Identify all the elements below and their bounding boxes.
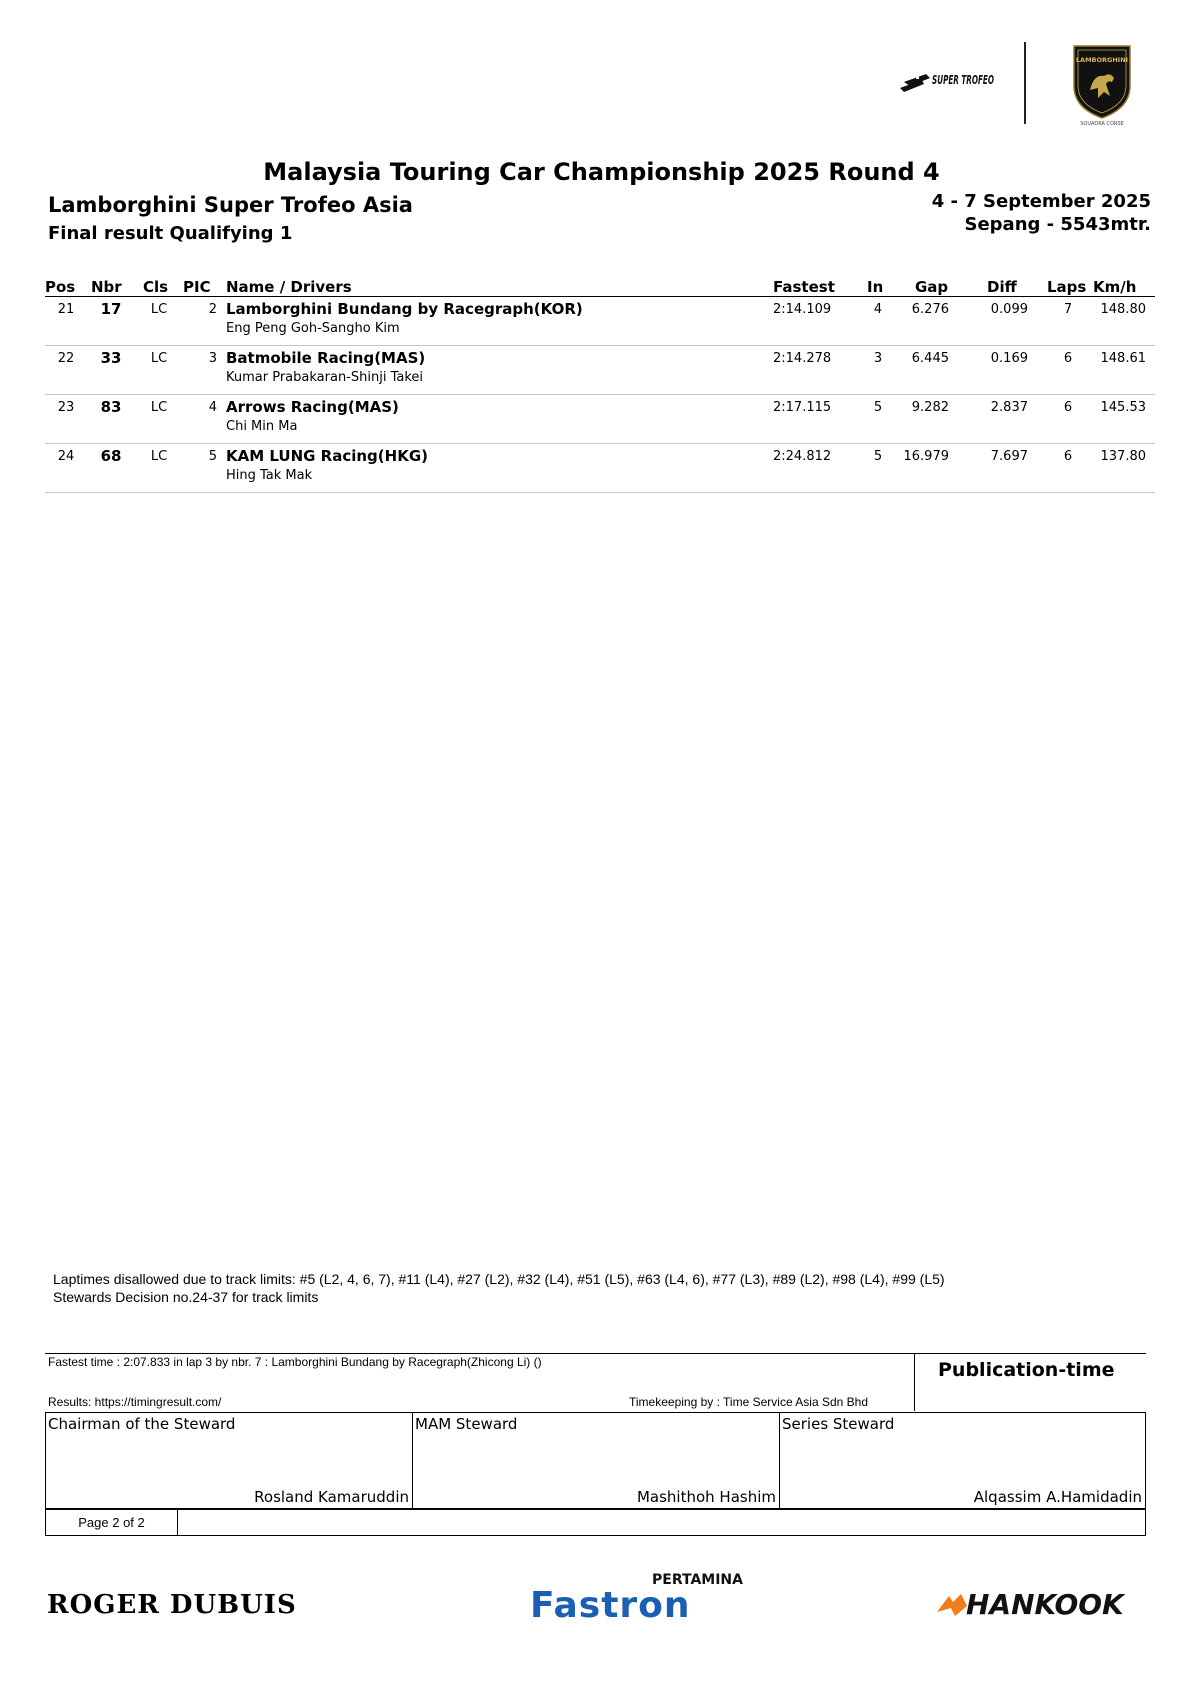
cell-name	[223, 346, 765, 395]
cell-pic: 2	[183, 297, 223, 346]
table-header-row	[45, 278, 1155, 297]
table-row	[45, 444, 1155, 493]
col-header-in: In	[857, 278, 899, 297]
cell-fastest: 2:14.278	[765, 346, 857, 395]
table-row	[45, 297, 1155, 346]
cell-laps: 6	[1045, 346, 1091, 395]
lamborghini-shield-logo	[1060, 42, 1144, 126]
steward-name: Alqassim A.Hamidadin	[973, 1488, 1142, 1506]
col-header-nbr: Nbr	[87, 278, 135, 297]
col-header-diff: Diff	[973, 278, 1045, 297]
cell-cls: LC	[135, 444, 183, 493]
steward-box-chairman	[45, 1412, 413, 1509]
cell-gap: 9.282	[899, 395, 973, 444]
team-name: Arrows Racing(MAS)	[226, 398, 399, 416]
cell-gap: 6.445	[899, 346, 973, 395]
steward-box-mam	[412, 1412, 780, 1509]
roger-dubuis-logo: ROGER DUBUIS	[47, 1590, 297, 1620]
cell-gap: 16.979	[899, 444, 973, 493]
steward-name: Mashithoh Hashim	[636, 1488, 776, 1506]
cell-laps: 6	[1045, 395, 1091, 444]
cell-cls: LC	[135, 395, 183, 444]
cell-diff: 0.099	[973, 297, 1045, 346]
driver-names: Eng Peng Goh-Sangho Kim	[226, 321, 400, 336]
steward-box-series	[779, 1412, 1146, 1509]
cell-name	[223, 395, 765, 444]
hankook-flame-icon	[935, 1592, 969, 1618]
team-name: Batmobile Racing(MAS)	[226, 349, 426, 367]
cell-nbr: 83	[87, 395, 135, 444]
col-header-name: Name / Drivers	[223, 278, 765, 297]
publication-time-label: Publication-time	[938, 1359, 1115, 1381]
col-header-pic: PIC	[183, 278, 223, 297]
cell-pos: 22	[45, 346, 87, 395]
cell-in: 5	[857, 395, 899, 444]
page-number: Page 2 of 2	[46, 1510, 178, 1535]
cell-nbr: 68	[87, 444, 135, 493]
cell-diff: 7.697	[973, 444, 1045, 493]
steward-name: Rosland Kamaruddin	[254, 1488, 409, 1506]
driver-names: Chi Min Ma	[226, 419, 298, 434]
driver-names: Hing Tak Mak	[226, 468, 313, 483]
timekeeping-line: Timekeeping by : Time Service Asia Sdn Bhd	[629, 1395, 869, 1409]
col-header-gap: Gap	[899, 278, 973, 297]
col-header-kmh: Km/h	[1091, 278, 1155, 297]
cell-name	[223, 297, 765, 346]
cell-kmh: 137.80	[1091, 444, 1155, 493]
col-header-cls: Cls	[135, 278, 183, 297]
results-url-line: Results: https://timingresult.com/	[48, 1395, 222, 1409]
driver-names: Kumar Prabakaran-Shinji Takei	[226, 370, 423, 385]
session-title: Final result Qualifying 1	[48, 223, 293, 244]
table-row	[45, 346, 1155, 395]
page-number-box	[45, 1509, 1146, 1536]
steward-role: Series Steward	[782, 1415, 895, 1433]
hankook-logo: HANKOOK	[966, 1588, 1124, 1621]
cell-fastest: 2:14.109	[765, 297, 857, 346]
cell-nbr: 17	[87, 297, 135, 346]
stewards-decision-line: Stewards Decision no.24-37 for track limits	[53, 1289, 319, 1305]
logo-divider	[1024, 42, 1026, 124]
event-dates: 4 - 7 September 2025	[931, 191, 1151, 212]
cell-laps: 6	[1045, 444, 1091, 493]
cell-pos: 23	[45, 395, 87, 444]
fastest-time-line: Fastest time : 2:07.833 in lap 3 by nbr. 7 : Lamborghini Bundang by Racegraph(Zhicong Li) ()	[48, 1355, 542, 1369]
cell-kmh: 148.61	[1091, 346, 1155, 395]
super-trofeo-text: SUPER TROFEO	[932, 73, 994, 87]
table-row	[45, 395, 1155, 444]
super-trofeo-logo	[896, 62, 996, 102]
cell-pos: 24	[45, 444, 87, 493]
cell-kmh: 145.53	[1091, 395, 1155, 444]
cell-in: 5	[857, 444, 899, 493]
results-table	[45, 278, 1155, 493]
cell-gap: 6.276	[899, 297, 973, 346]
steward-role: MAM Steward	[415, 1415, 518, 1433]
cell-fastest: 2:17.115	[765, 395, 857, 444]
lamborghini-wordmark: LAMBORGHINI	[1075, 56, 1129, 64]
pertamina-logo: PERTAMINA	[652, 1572, 743, 1588]
cell-pic: 5	[183, 444, 223, 493]
cell-kmh: 148.80	[1091, 297, 1155, 346]
cell-diff: 0.169	[973, 346, 1045, 395]
cell-nbr: 33	[87, 346, 135, 395]
cell-cls: LC	[135, 297, 183, 346]
cell-pos: 21	[45, 297, 87, 346]
col-header-pos: Pos	[45, 278, 87, 297]
cell-fastest: 2:24.812	[765, 444, 857, 493]
squadra-corse-text: SQUADRA CORSE	[1080, 121, 1124, 127]
cell-cls: LC	[135, 346, 183, 395]
cell-pic: 3	[183, 346, 223, 395]
team-name: Lamborghini Bundang by Racegraph(KOR)	[226, 300, 583, 318]
cell-laps: 7	[1045, 297, 1091, 346]
cell-diff: 2.837	[973, 395, 1045, 444]
track-limits-notes	[53, 1270, 945, 1306]
event-venue: Sepang - 5543mtr.	[964, 214, 1151, 235]
fastron-logo: Fastron	[530, 1585, 691, 1626]
col-header-fastest: Fastest	[765, 278, 857, 297]
team-name: KAM LUNG Racing(HKG)	[226, 447, 428, 465]
steward-role: Chairman of the Steward	[48, 1415, 236, 1433]
cell-pic: 4	[183, 395, 223, 444]
col-header-laps: Laps	[1045, 278, 1091, 297]
cell-in: 4	[857, 297, 899, 346]
track-limits-line: Laptimes disallowed due to track limits: #5 (L2, 4, 6, 7), #11 (L4), #27 (L2), #32 (L4), #51 (L5), #63 (L4, 6), #77 (L3), #89 (L2), #98 (L4), #99 (L5)	[53, 1271, 945, 1287]
series-title: Lamborghini Super Trofeo Asia	[48, 193, 413, 217]
cell-in: 3	[857, 346, 899, 395]
cell-name	[223, 444, 765, 493]
championship-title: Malaysia Touring Car Championship 2025 Round 4	[263, 158, 940, 186]
